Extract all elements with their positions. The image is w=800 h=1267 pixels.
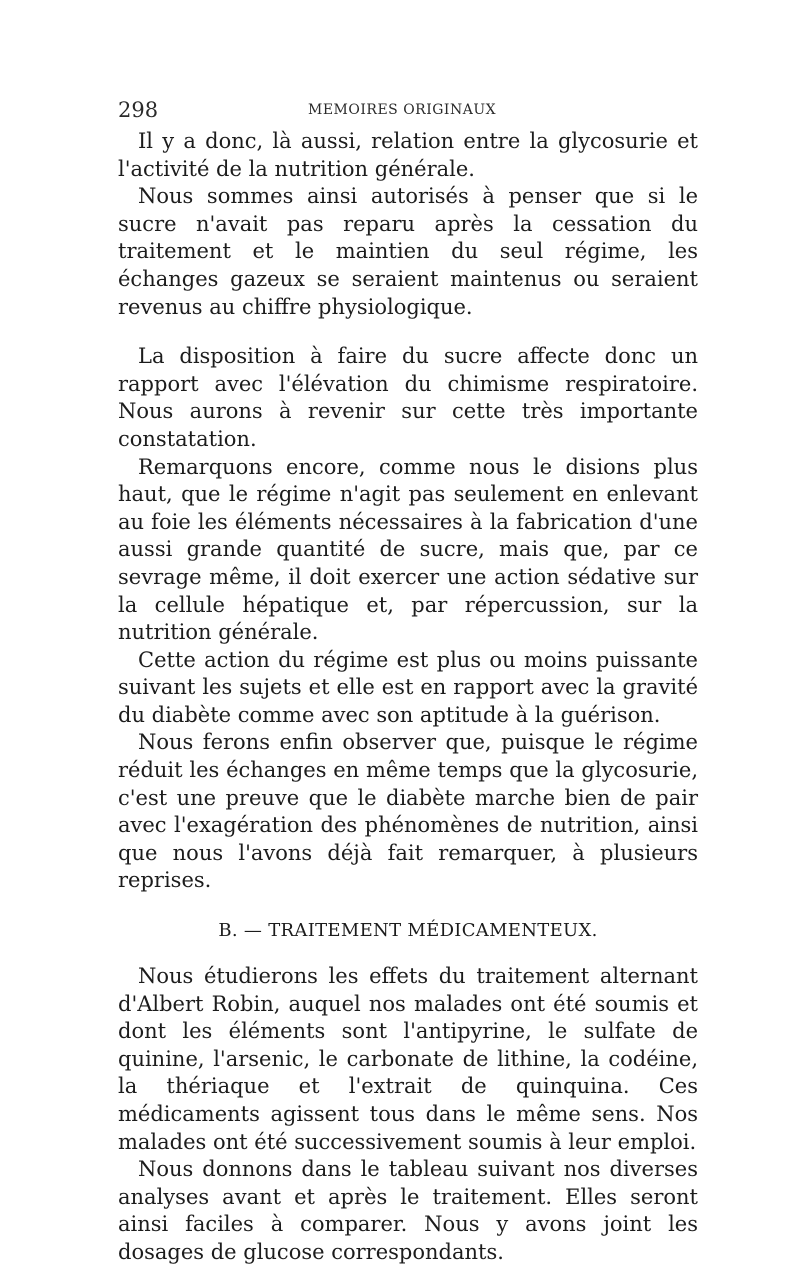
running-title: MEMOIRES ORIGINAUX [308,102,497,118]
page-number: 298 [118,98,159,122]
page-header [118,98,698,122]
body-text [118,128,698,1267]
paragraph: Nous étudierons les effets du traitement alternant d'Albert Robin, auquel nos malades ont été soumis et dont les éléments sont l'antipyrine, le sulfate de quinine, l'arsenic, le carbonate de lithine, la codéine, la thériaque et l'extrait de quinquina. Ces médicaments agissent tous dans le même sens. Nos malades ont été successivement soumis à leur emploi. [118,964,698,1154]
paragraph: Il y a donc, là aussi, relation entre la glycosurie et l'activité de la nutrition générale. [118,129,698,181]
paragraph: Nous ferons enfin observer que, puisque le régime réduit les échanges en même temps que la glycosurie, c'est une preuve que le diabète marche bien de pair avec l'exagération des phénomènes de nutrition, ainsi que nous l'avons déjà fait remarquer, à plusieurs reprises. [118,730,698,893]
paragraph: Nous sommes ainsi autorisés à penser que si le sucre n'avait pas reparu après la cessation du traitement et le maintien du seul régime, les échanges gazeux se seraient maintenus ou seraient revenus au chiffre physiologique. [118,184,698,319]
paragraph: Cette action du régime est plus ou moins puissante suivant les sujets et elle est en rapport avec la gravité du diabète comme avec son aptitude à la guérison. [118,647,698,727]
paragraph: Nous donnons dans le tableau suivant nos diverses analyses avant et après le traitement. Elles seront ainsi faciles à comparer. Nous y avons joint les dosages de glucose correspondants. [118,1157,698,1264]
paragraph: Remarquons encore, comme nous le disions plus haut, que le régime n'agit pas seulement en enlevant au foie les éléments nécessaires à la fabrication d'une aussi grande quantité de sucre, mais que, par ce sevrage même, il doit exercer une action sédative sur la cellule hépatique et, par répercussion, sur la nutrition générale. [118,454,698,645]
paragraph: La disposition à faire du sucre affecte donc un rapport avec l'élévation du chimisme respiratoire. Nous aurons à revenir sur cette très importante constatation. [118,344,698,451]
section-heading: B. — TRAITEMENT MÉDICAMENTEUX. [218,920,598,942]
